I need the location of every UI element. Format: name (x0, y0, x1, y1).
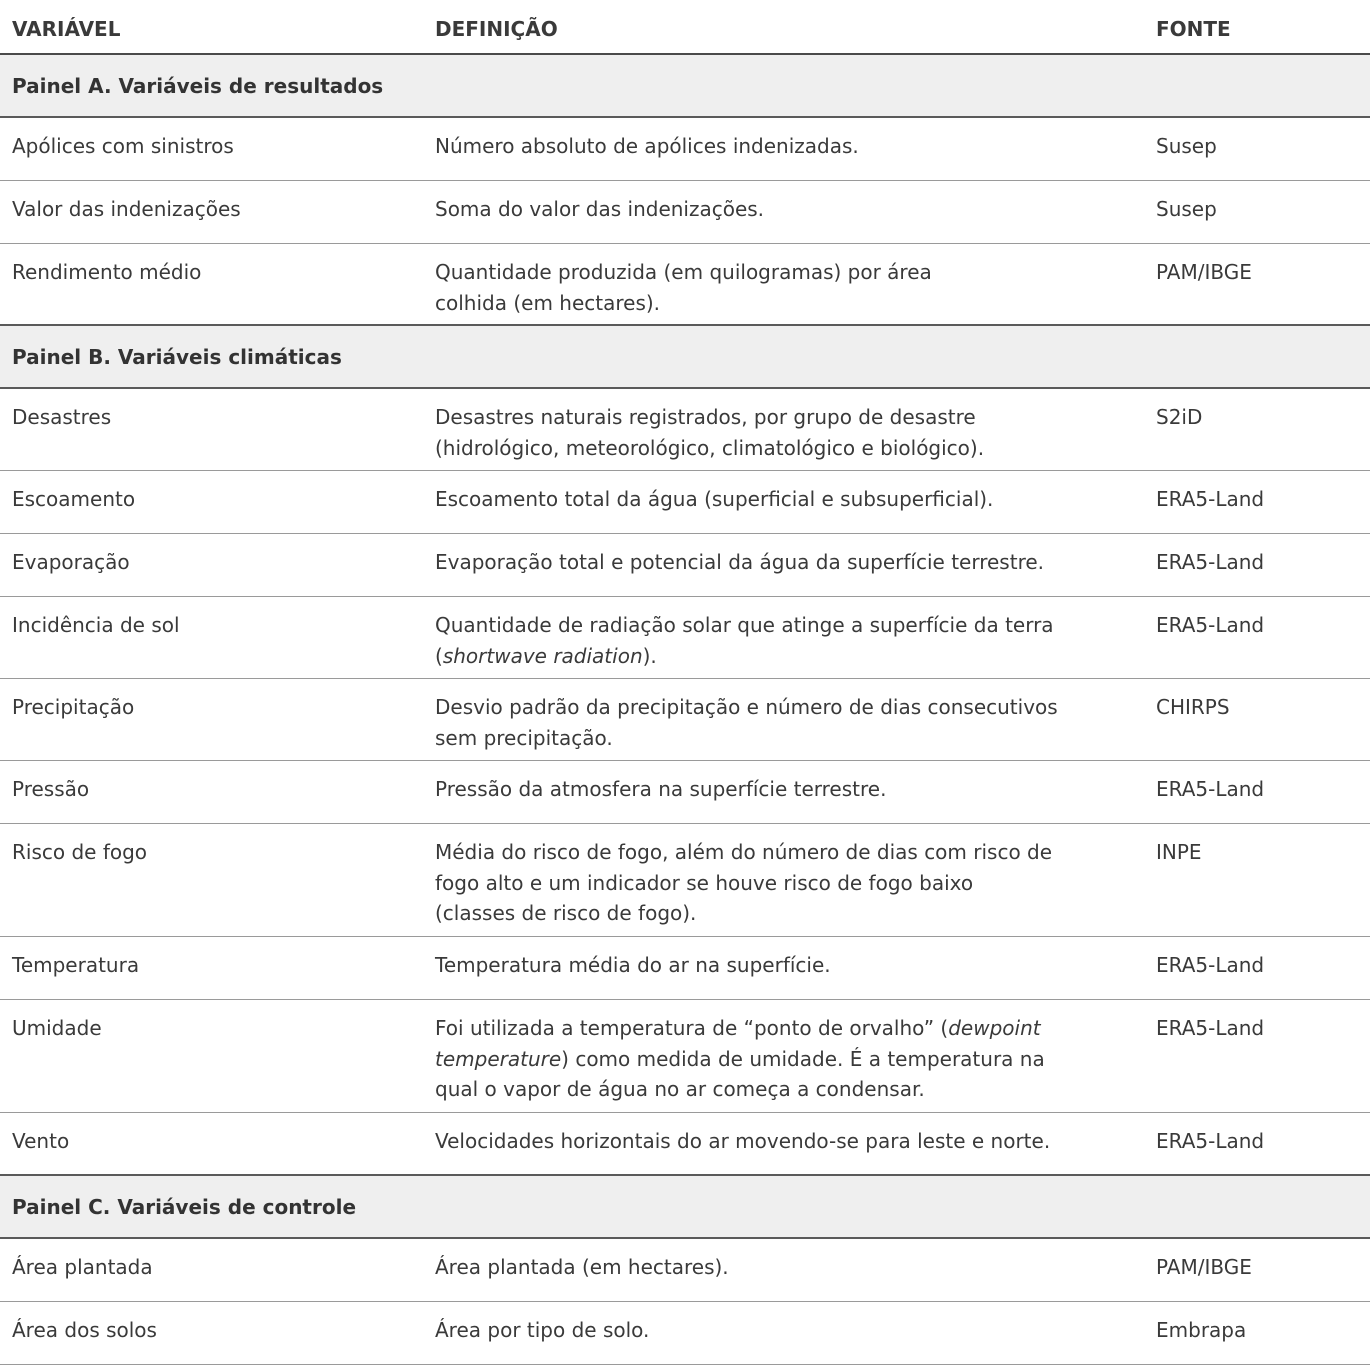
table-row (0, 761, 1370, 824)
table-row (0, 118, 1370, 181)
variable-source: ERA5-Land (1156, 1016, 1265, 1040)
panel-title: Painel B. Variáveis climáticas (12, 345, 342, 369)
variable-name: Valor das indenizações (12, 197, 241, 221)
variable-definition: Número absoluto de apólices indenizadas. (435, 134, 859, 158)
variable-name: Desastres (12, 405, 112, 429)
variable-name: Vento (12, 1129, 70, 1153)
variable-source: ERA5-Land (1156, 487, 1265, 511)
panel-title: Painel C. Variáveis de controle (12, 1195, 357, 1219)
variable-source: ERA5-Land (1156, 1129, 1265, 1153)
table-row (0, 244, 1370, 326)
variable-definition: Temperatura média do ar na superfície. (435, 953, 831, 977)
variable-name: Área dos solos (12, 1318, 157, 1342)
variable-definition: Pressão da atmosfera na superfície terrestre. (435, 777, 887, 801)
variable-definition (435, 597, 1055, 671)
table-header (0, 0, 1370, 55)
table-row (0, 1302, 1370, 1365)
variable-source: Susep (1156, 134, 1217, 158)
variable-source: S2iD (1156, 405, 1203, 429)
panel-header-a (0, 55, 1370, 118)
variable-source: Embrapa (1156, 1318, 1247, 1342)
variable-definition (435, 1000, 1085, 1105)
variable-source: Susep (1156, 197, 1217, 221)
variable-name: Umidade (12, 1016, 102, 1040)
table-row (0, 471, 1370, 534)
variable-name: Rendimento médio (12, 260, 202, 284)
variable-name: Escoamento (12, 487, 136, 511)
variable-source: CHIRPS (1156, 695, 1230, 719)
definition-text: Foi utilizada a temperatura de “ponto de orvalho” ( (435, 1016, 949, 1040)
definition-text: ) como medida de umidade. É a temperatura na qual o vapor de água no ar começa a condensar. (435, 1046, 1045, 1101)
table-row (0, 181, 1370, 244)
header-definicao: DEFINIÇÃO (435, 17, 558, 41)
variable-name: Incidência de sol (12, 613, 180, 637)
definition-text: ). (642, 643, 657, 668)
panel-header-c (0, 1176, 1370, 1239)
variable-definition: Desastres naturais registrados, por grupo de desastre (hidrológico, meteorológico, climatológico e biológico). (435, 405, 985, 460)
variable-source: INPE (1156, 840, 1202, 864)
definition-term: shortwave radiation (442, 643, 643, 668)
variable-definition: Área por tipo de solo. (435, 1318, 650, 1342)
variable-definition: Soma do valor das indenizações. (435, 197, 765, 221)
definition-term: dewpoint temperature (435, 1016, 1041, 1071)
variable-definition: Desvio padrão da precipitação e número de dias consecutivos sem precipitação. (435, 695, 1058, 750)
variable-definition: Evaporação total e potencial da água da superfície terrestre. (435, 550, 1045, 574)
variable-source: ERA5-Land (1156, 550, 1265, 574)
variable-name: Pressão (12, 777, 90, 801)
variable-definition: Média do risco de fogo, além do número de dias com risco de fogo alto e um indicador se houve risco de fogo baixo (classes de risco de fogo). (435, 840, 1053, 925)
table-row (0, 389, 1370, 471)
variable-name: Evaporação (12, 550, 130, 574)
variable-definition: Escoamento total da água (superficial e subsuperficial). (435, 487, 994, 511)
variable-source: ERA5-Land (1156, 613, 1265, 637)
panel-header-b (0, 326, 1370, 389)
table-row (0, 937, 1370, 1000)
definition-text: Quantidade de radiação solar que atinge a superfície da terra ( (435, 613, 1054, 668)
header-variavel: VARIÁVEL (12, 17, 121, 41)
variable-definition: Velocidades horizontais do ar movendo-se para leste e norte. (435, 1129, 1051, 1153)
variable-name: Precipitação (12, 695, 135, 719)
table-row (0, 534, 1370, 597)
table-row (0, 1000, 1370, 1113)
header-fonte: FONTE (1156, 17, 1231, 41)
variable-source: PAM/IBGE (1156, 260, 1252, 284)
variable-source: ERA5-Land (1156, 953, 1265, 977)
variable-name: Área plantada (12, 1255, 153, 1279)
variable-definition: Quantidade produzida (em quilogramas) por área colhida (em hectares). (435, 260, 932, 315)
table-row (0, 679, 1370, 761)
table-row (0, 1239, 1370, 1302)
panel-title: Painel A. Variáveis de resultados (12, 74, 384, 98)
table-row (0, 824, 1370, 937)
variable-definition: Área plantada (em hectares). (435, 1255, 729, 1279)
table-row (0, 597, 1370, 679)
variable-name: Risco de fogo (12, 840, 148, 864)
variable-source: ERA5-Land (1156, 777, 1265, 801)
variable-name: Apólices com sinistros (12, 134, 234, 158)
table-row (0, 1113, 1370, 1176)
variable-name: Temperatura (12, 953, 140, 977)
variable-source: PAM/IBGE (1156, 1255, 1252, 1279)
